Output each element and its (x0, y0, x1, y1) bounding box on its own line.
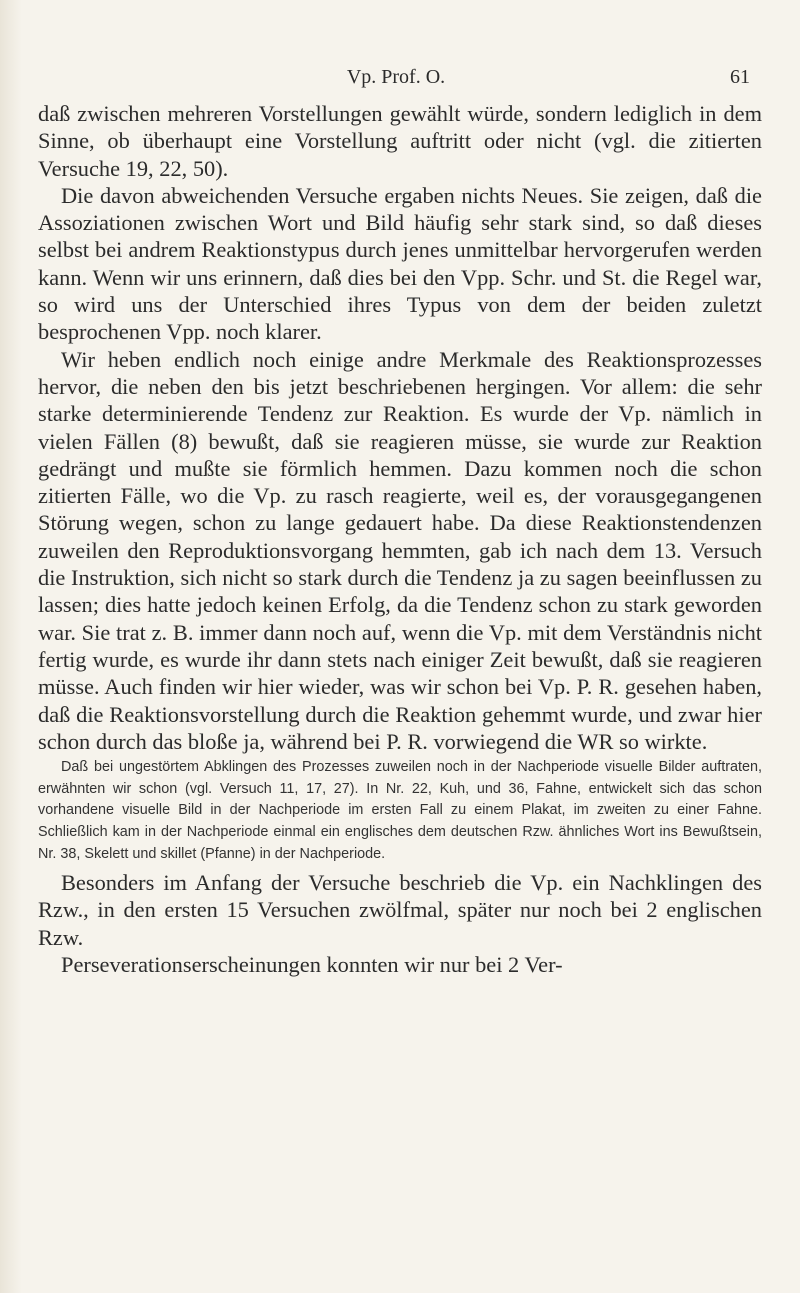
paragraph-perseveration: Perseverationserscheinungen konnten wir nur bei 2 Ver- (61, 951, 563, 977)
running-head: Vp. Prof. O. (346, 66, 446, 88)
paragraph-after-echo: Besonders im Anfang der Versuche beschrieb die Vp. ein Nachklingen des Rzw., in den ersten 15 Versuchen zwölfmal, später nur noch bei 2 englischen Rzw. (38, 870, 762, 950)
paragraph-reaction-features: Wir heben endlich noch einige andre Merkmale des Reaktionsprozesses hervor, die neben den bis jetzt beschriebenen hergingen. Vor allem: die sehr starke determinierende Tendenz zur Reaktion. Es wurde der Vp. nämlich in vielen Fällen (8) bewußt, daß sie reagieren müsse, sie wurde zur Reaktion gedrängt und mußte sie förmlich hemmen. Dazu kommen noch die schon zitierten Fälle, wo die Vp. zu rasch reagierte, weil es, der vorausgegangenen Störung wegen, schon zu lange gedauert habe. Da diese Reaktionstendenzen zuweilen den Reproduktionsvorgang hemmten, gab ich nach dem 13. Versuch die Instruktion, sich nicht so stark durch die Tendenz ja zu sagen beeinflussen zu lassen; dies hatte jedoch keinen Erfolg, da die Tendenz schon zu stark geworden war. Sie trat z. B. immer dann noch auf, wenn die Vp. mit dem Verständnis nicht fertig wurde, es wurde ihr dann stets nach einiger Zeit bewußt, daß sie reagieren müsse. Auch finden wir hier wieder, was wir schon bei Vp. P. R. gesehen haben, daß die Reaktionsvorstellung durch die Reaktion gehemmt wurde, und zwar hier schon durch das bloße ja, während bei P. R. vorwiegend die WR so wirkte. (38, 346, 762, 754)
paragraph-continuation: daß zwischen mehreren Vorstellungen gewählt würde, sondern lediglich in dem Sinne, ob überhaupt eine Vorstellung auftritt oder nicht (vgl. die zitierten Versuche 19, 22, 50). (38, 101, 762, 181)
paragraph-small-print-note: Daß bei ungestörtem Abklingen des Prozesses zuweilen noch in der Nachperiode visuelle Bilder auftraten, erwähnten wir schon (vgl. Versuch 11, 17, 27). In Nr. 22, Kuh, und 36, Fahne, entwickelt sich das schon vorhandene visuelle Bild in der Nachperiode im ersten Fall zu einem Plakat, im zweiten zu einer Fahne. Schließlich kam in der Nachperiode einmal ein englisches dem deutschen Rzw. ähnliches Wort ins Bewußtsein, Nr. 38, Skelett und skillet (Pfanne) in der Nachperiode. (38, 759, 762, 862)
page-gutter-shadow (0, 0, 22, 1293)
page-header (38, 66, 754, 92)
paragraph-deviating-experiments: Die davon abweichenden Versuche ergaben nichts Neues. Sie zeigen, daß die Assoziationen zwischen Wort und Bild häufig sehr stark sind, so daß dieses selbst bei andrem Reaktionstypus durch jenes unmittelbar hervorgerufen werden kann. Wenn wir uns erinnern, daß dies bei den Vpp. Schr. und St. die Regel war, so wird uns der Unterschied ihres Typus von dem der beiden zuletzt besprochenen Vpp. noch klarer. (38, 182, 762, 345)
page-body (38, 100, 762, 978)
page-number: 61 (730, 66, 750, 88)
